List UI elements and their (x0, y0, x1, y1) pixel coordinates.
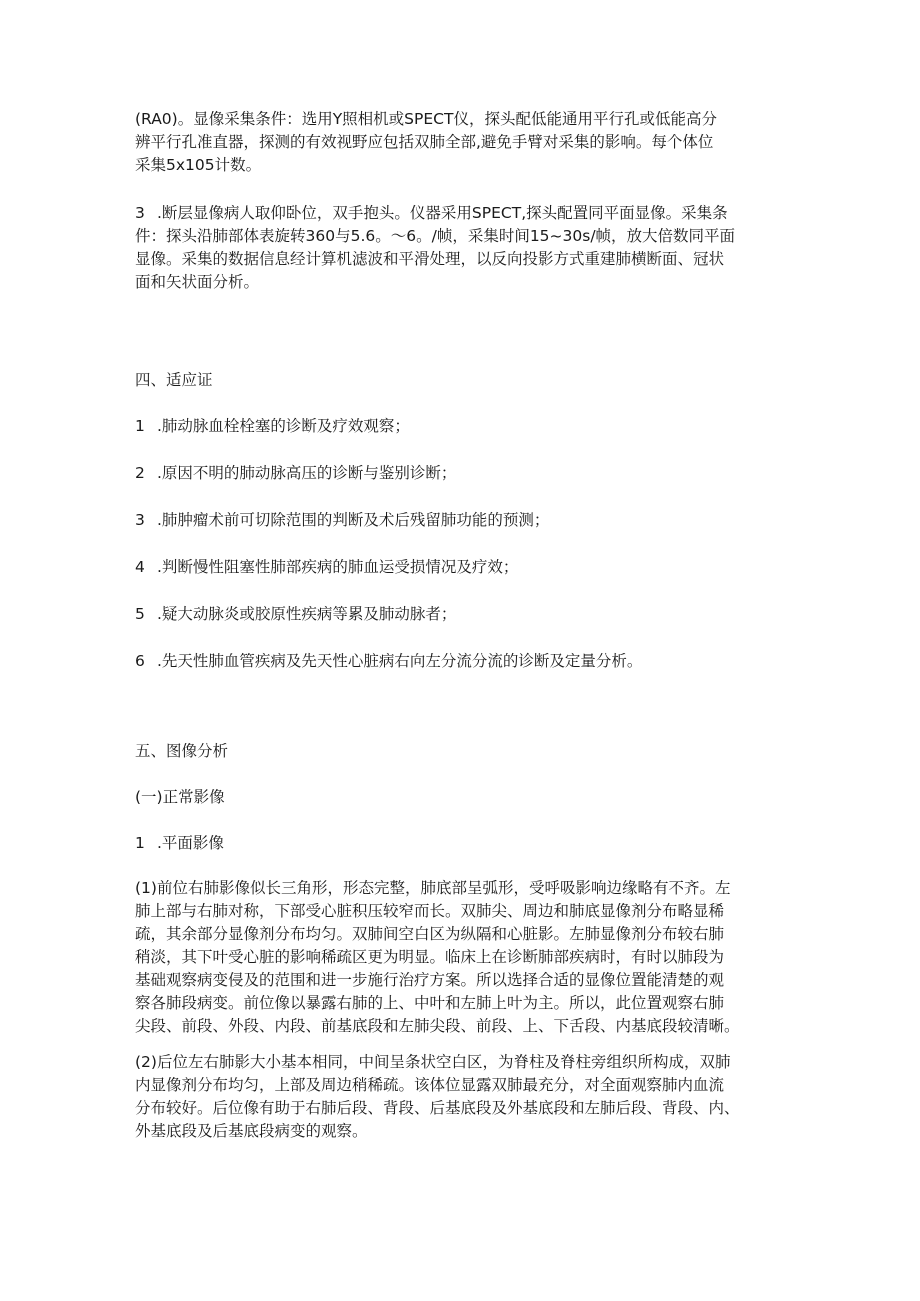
list-item (135, 556, 800, 579)
list-item (135, 603, 800, 626)
paragraph-acquisition-conditions (135, 108, 800, 177)
text-line: 肺上部与右肺对称，下部受心脏积压较窄而长。双肺尖、周边和肺底显像剂分布略显稀 (135, 902, 725, 920)
list-item-number: 1 (135, 417, 145, 435)
text-line: 分布较好。后位像有助于右肺后段、背段、后基底段及外基底段和左肺后段、背段、内、 (135, 1099, 740, 1117)
text-line: 3 .断层显像病人取仰卧位，双手抱头。仪器采用SPECT,探头配置同平面显像。采集条 (135, 204, 728, 222)
text-line: 显像。采集的数据信息经计算机滤波和平滑处理，以反向投影方式重建肺横断面、冠状 (135, 250, 725, 268)
list-item-number: 2 (135, 464, 145, 482)
subsection-heading-normal-image: (一)正常影像 (135, 788, 225, 806)
text-line: 件：探头沿肺部体表旋转360与5.6。～6。/帧，采集时间15~30s/帧，放大倍数同平面 (135, 227, 736, 245)
section-heading-image-analysis: 五、图像分析 (135, 742, 229, 760)
list-item-text: .平面影像 (157, 834, 224, 852)
text-line: 尖段、前段、外段、内段、前基底段和左肺尖段、前段、上、下舌段、内基底段较清晰。 (135, 1017, 740, 1035)
list-item-number: 6 (135, 652, 145, 670)
text-line: 察各肺段病变。前位像以暴露右肺的上、中叶和左肺上叶为主。所以，此位置观察右肺 (135, 994, 725, 1012)
list-item-text: .疑大动脉炎或胶原性疾病等累及肺动脉者； (157, 605, 457, 623)
text-line: (RA0)。显像采集条件：选用Y照相机或SPECT仪，探头配低能通用平行孔或低能高分 (135, 110, 717, 128)
list-item (135, 509, 800, 532)
list-item-text: .判断慢性阻塞性肺部疾病的肺血运受损情况及疗效； (157, 558, 519, 576)
list-item-text: .先天性肺血管疾病及先天性心脏病右向左分流分流的诊断及定量分析。 (157, 652, 643, 670)
text-line: 采集5x105计数。 (135, 156, 262, 174)
text-line: 面和矢状面分析。 (135, 273, 260, 291)
paragraph-front-view (135, 877, 800, 1038)
text-line: 外基底段及后基底段病变的观察。 (135, 1122, 368, 1140)
list-item-text: .肺动脉血栓栓塞的诊断及疗效观察； (157, 417, 410, 435)
text-line: 辨平行孔准直器，探测的有效视野应包括双肺全部,避免手臂对采集的影响。每个体位 (135, 133, 714, 151)
text-line: 内显像剂分布均匀，上部及周边稍稀疏。该体位显露双肺最充分，对全面观察肺内血流 (135, 1076, 725, 1094)
text-line: 稍淡，其下叶受心脏的影响稀疏区更为明显。临床上在诊断肺部疾病时，有时以肺段为 (135, 948, 725, 966)
list-item (135, 462, 800, 485)
list-item-number: 4 (135, 558, 145, 576)
list-item (135, 650, 800, 673)
paragraph-back-view (135, 1051, 800, 1143)
text-line: (1)前位右肺影像似长三角形，形态完整，肺底部呈弧形，受呼吸影响边缘略有不齐。左 (135, 879, 731, 897)
text-line: 基础观察病变侵及的范围和进一步施行治疗方案。所以选择合适的显像位置能清楚的观 (135, 971, 725, 989)
list-item (135, 832, 800, 855)
section-heading-indications: 四、适应证 (135, 371, 213, 389)
paragraph-tomography (135, 202, 800, 294)
list-item-text: .肺肿瘤术前可切除范围的判断及术后残留肺功能的预测； (157, 511, 550, 529)
list-item-number: 3 (135, 511, 145, 529)
list-item-number: 5 (135, 605, 145, 623)
list-item-text: .原因不明的肺动脉高压的诊断与鉴别诊断； (157, 464, 457, 482)
text-line: 疏，其余部分显像剂分布均匀。双肺间空白区为纵隔和心脏影。左肺显像剂分布较右肺 (135, 925, 725, 943)
text-line: (2)后位左右肺影大小基本相同，中间呈条状空白区，为脊柱及脊柱旁组织所构成，双肺 (135, 1053, 731, 1071)
list-item-number: 1 (135, 834, 145, 852)
list-item (135, 415, 800, 438)
